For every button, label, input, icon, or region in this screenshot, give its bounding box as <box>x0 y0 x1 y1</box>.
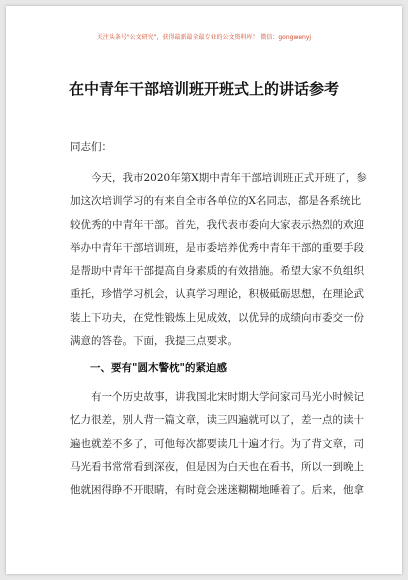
section-heading: 一、要有"圆木警枕"的紧迫感 <box>90 362 227 374</box>
paragraph-line: 他就困得睁不开眼睛，有时竟会迷迷糊糊地睡着了。后来，他拿 <box>70 484 364 497</box>
salutation: 同志们： <box>70 141 112 153</box>
paragraph-line: 有一个历史故事，讲我国北宋时期大学问家司马光小时候记 <box>91 391 364 403</box>
paragraph-line: 马光看书常常看到深夜，但是因为白天也在看书，所以一到晚上 <box>70 460 364 473</box>
paragraph-line: 满意的答卷。下面，我提三点要求。 <box>70 335 238 348</box>
paragraph-line: 遍也就差不多了，可他每次都要读几十遍才行。为了背文章，司 <box>70 437 364 450</box>
paragraph-line: 重托，珍惜学习机会，认真学习理论，积极砥砺思想，在理论武 <box>70 288 364 301</box>
document-page <box>6 6 402 574</box>
paragraph-1 <box>70 167 367 353</box>
paragraph-line: 举办中青年干部培训班，是市委培养优秀中青年干部的重要手段 <box>70 241 364 254</box>
paragraph-line: 今天，我市2020年第X期中青年干部培训班正式开班了，参 <box>91 172 367 184</box>
paragraph-line: 加这次培训学习的有来自全市各单位的X名同志，都是各系统比 <box>70 195 361 208</box>
paragraph-line: 是帮助中青年干部提高自身素质的有效措施。希望大家不负组织 <box>70 265 364 278</box>
header-note: 关注头条号"公文研究"，获得最新最全最专业的公文资料库！ 微信：gongwenyj <box>96 34 312 41</box>
document-title: 在中青年干部培训班开班式上的讲话参考 <box>68 80 339 98</box>
paragraph-2 <box>70 386 364 502</box>
paragraph-line: 装上下功夫，在党性锻炼上见成效，以优异的成绩向市委交一份 <box>70 311 364 324</box>
paragraph-line: 忆力很差，别人背一篇文章，读三四遍就可以了，差一点的读十 <box>70 414 364 427</box>
paragraph-line: 较优秀的中青年干部。首先，我代表市委向大家表示热烈的欢迎 <box>70 218 364 231</box>
